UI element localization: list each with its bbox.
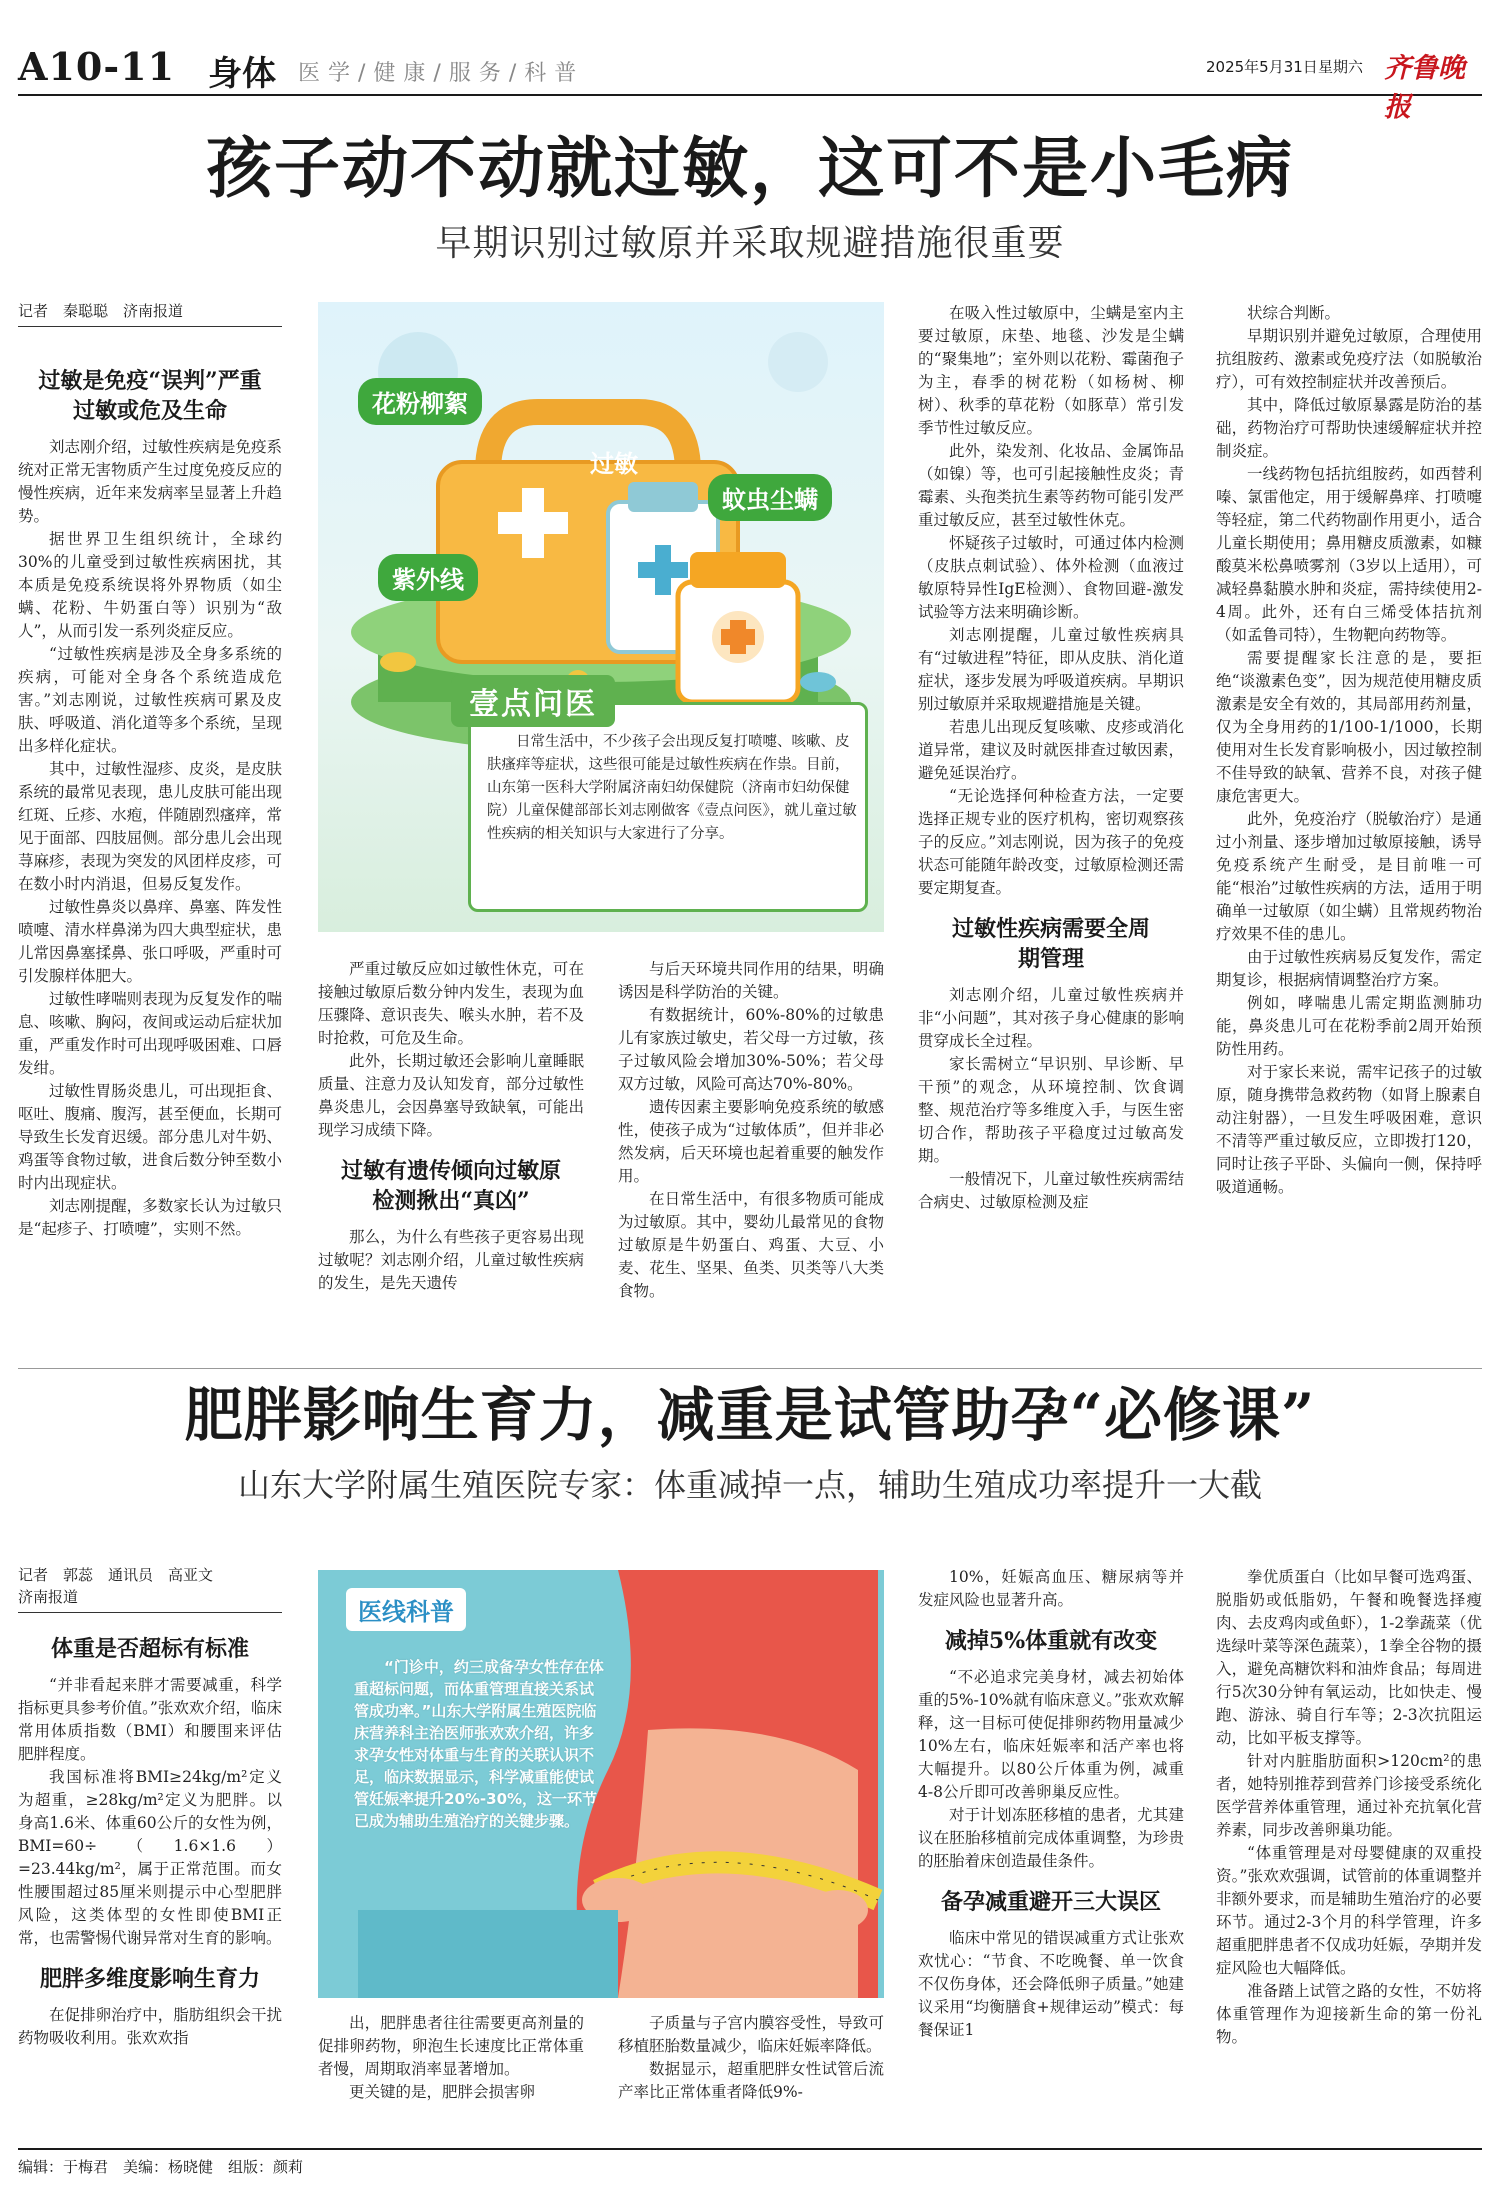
paragraph: 刘志刚介绍，儿童过敏性疾病并非“小问题”，其对孩子身心健康的影响贯穿成长全过程。 (918, 986, 1184, 1050)
label-pollen: 花粉柳絮 (358, 378, 482, 425)
paragraph: 在促排卵治疗中，脂肪组织会干扰药物吸收利用。张欢欢指 (18, 2006, 282, 2047)
article2-column-5 (1216, 1566, 1482, 2120)
yixian-kepu-logo (346, 1588, 466, 1631)
paragraph: 刘志刚提醒，多数家长认为过敏只是“起疹子、打喷嚏”，实则不然。 (18, 1197, 282, 1238)
paragraph: 由于过敏性疾病易反复发作，需定期复诊，根据病情调整治疗方案。 (1216, 948, 1482, 989)
article2-byline-reporters: 记者 郭蕊 通讯员 高亚文 (18, 1566, 214, 1584)
paragraph: 怀疑孩子过敏时，可通过体内检测（皮肤点刺试验）、体外检测（血液过敏原特异性IgE检测）、食物回避-激发试验等方法来明确诊断。 (918, 534, 1184, 621)
paper-logo: 齐鲁晚报 (1384, 53, 1465, 123)
article2-column-3 (618, 2012, 884, 2120)
paragraph: 那么，为什么有些孩子更容易出现过敏呢？刘志刚介绍，儿童过敏性疾病的发生，是先天遗传 (318, 1228, 584, 1292)
paragraph: 准备踏上试管之路的女性，不妨将体重管理作为迎接新生命的第一份礼物。 (1216, 1982, 1482, 2046)
yidian-wenyi-title: 壹点问医 (451, 675, 615, 727)
paragraph: “过敏性疾病是涉及全身多系统的疾病，可能对全身各个系统造成危害。”刘志刚说，过敏性疾病可累及皮肤、呼吸道、消化道等多个系统，呈现出多样化症状。 (18, 645, 282, 755)
weight-quote-text: “门诊中，约三成备孕女性存在体重超标问题，而体重管理直接关系试管成功率。”山东大学附属生殖医院临床营养科主治医师张欢欢介绍，许多求孕女性对体重与生育的关联认识不足，临床数据显示，科学减重能使试管妊娠率提升20%-30%，这一环节已成为辅助生殖治疗的关键步骤。 (354, 1658, 604, 1830)
article2-subhead-3: 减掉5%体重就有改变 (944, 1628, 1158, 1654)
paragraph: 过敏性鼻炎以鼻痒、鼻塞、阵发性喷嚏、清水样鼻涕为四大典型症状，患儿常因鼻塞揉鼻、张口呼吸，严重时可引发腺样体肥大。 (18, 898, 282, 985)
label-dust-mite: 蚊虫尘螨 (708, 474, 832, 521)
allergy-illustration (318, 302, 884, 932)
page-number: A10-11 (18, 44, 176, 89)
article1-subhead-3: 过敏性疾病需要全周期管理 (951, 916, 1150, 972)
article2-column-4 (918, 1566, 1184, 2120)
article2-byline-place: 济南报道 (18, 1588, 79, 1606)
paragraph: 严重过敏反应如过敏性休克，可在接触过敏原后数分钟内发生，表现为血压骤降、意识丧失、喉头水肿，若不及时抢救，可危及生命。 (318, 960, 584, 1047)
article1-subheadline: 早期识别过敏原并采取规避措施很重要 (435, 223, 1065, 264)
paragraph: 针对内脏脂肪面积>120cm²的患者，她特别推荐到营养门诊接受系统化医学营养体重管理，通过补充抗氧化营养素，同步改善卵巢功能。 (1216, 1752, 1482, 1839)
paragraph: 对于家长来说，需牢记孩子的过敏原，随身携带急救药物（如肾上腺素自动注射器），一旦发生呼吸困难，意识不清等严重过敏反应，立即拨打120，同时让孩子平卧、头偏向一侧，保持呼吸道通畅。 (1216, 1063, 1482, 1196)
article2-subheadline: 山东大学附属生殖医院专家：体重减掉一点，辅助生殖成功率提升一大截 (237, 1466, 1262, 1504)
paragraph: 遗传因素主要影响免疫系统的敏感性，使孩子成为“过敏体质”，但并非必然发病，后天环境也起着重要的触发作用。 (618, 1098, 884, 1185)
paragraph: 一线药物包括抗组胺药，如西替利嗪、氯雷他定，用于缓解鼻痒、打喷嚏等轻症，第二代药物副作用更小，适合儿童长期使用；鼻用糖皮质激素，如糠酸莫米松鼻喷雾剂（3岁以上适用），可减轻鼻黏膜水肿和炎症，需持续使用2-4周。此外，还有白三烯受体拮抗剂（如孟鲁司特），生物靶向药物等。 (1216, 465, 1482, 644)
masthead (18, 40, 1482, 123)
paragraph: 其中，过敏性湿疹、皮炎，是皮肤系统的最常见表现，患儿皮肤可能出现红斑、丘疹、水疱，伴随剧烈瘙痒，常见于面部、四肢屈侧。部分患儿会出现荨麻疹，表现为突发的风团样皮疹，可在数小时内消退，但易反复发作。 (18, 760, 282, 893)
paragraph: 有数据统计，60%-80%的过敏患儿有家族过敏史，若父母一方过敏，孩子过敏风险会增加30%-50%；若父母双方过敏，风险可高达70%-80%。 (618, 1006, 884, 1093)
article2-subhead-2: 肥胖多维度影响生育力 (39, 1966, 260, 1992)
paragraph: 家长需树立“早识别、早诊断、早干预”的观念，从环境控制、饮食调整、规范治疗等多维度入手，与医生密切合作，帮助孩子平稳度过过敏高发期。 (918, 1055, 1184, 1165)
footer-credits: 编辑：于梅君 美编：杨晓健 组版：颜莉 (18, 2158, 304, 2176)
paragraph: 子质量与子宫内膜容受性，导致可移植胚胎数量减少，临床妊娠率降低。 (618, 2014, 884, 2055)
paragraph: 更关键的是，肥胖会损害卵 (349, 2083, 536, 2101)
paragraph: 若患儿出现反复咳嗽、皮疹或消化道异常，建议及时就医排查过敏因素，避免延误治疗。 (918, 718, 1184, 782)
paragraph: 我国标准将BMI≥24kg/m²定义为超重，≥28kg/m²定义为肥胖。以身高1.6米、体重60公斤的女性为例，BMI=60÷（1.6×1.6）=23.44kg/m²，属于正常范围。而女性腰围超过85厘米则提示中心型肥胖风险，这类体型的女性即使BMI正常，也需警惕代谢异常对生育的影响。 (18, 1768, 282, 1947)
label-allergy: 过敏 (590, 450, 638, 478)
article2-column-1 (18, 1620, 282, 2120)
paragraph: 数据显示，超重肥胖女性试管后流产率比正常体重者降低9%- (618, 2060, 884, 2101)
paragraph: 刘志刚介绍，过敏性疾病是免疫系统对正常无害物质产生过度免疫反应的慢性疾病，近年来发病率呈显著上升趋势。 (18, 438, 282, 525)
footer-bar (18, 2148, 1482, 2177)
paragraph: 10%，妊娠高血压、糖尿病等并发症风险也显著升高。 (918, 1568, 1184, 1609)
paragraph: 据世界卫生组织统计，全球约30%的儿童受到过敏性疾病困扰，其本质是免疫系统误将外界物质（如尘螨、花粉、牛奶蛋白等）识别为“敌人”，从而引发一系列炎症反应。 (18, 530, 282, 640)
article1-subhead-1: 过敏是免疫“误判”严重过敏或危及生命 (38, 368, 262, 424)
paragraph: 过敏性哮喘则表现为反复发作的喘息、咳嗽、胸闷，夜间或运动后症状加重，严重发作时可出现呼吸困难、口唇发绀。 (18, 990, 282, 1077)
paragraph: 与后天环境共同作用的结果，明确诱因是科学防治的关键。 (618, 960, 884, 1001)
paragraph: 出，肥胖患者往往需要更高剂量的促排卵药物，卵泡生长速度比正常体重者慢，周期取消率显著增加。 (318, 2014, 584, 2078)
label-uv: 紫外线 (378, 554, 478, 601)
article2-headline: 肥胖影响生育力，减重是试管助孕“必修课” (18, 1368, 1482, 1453)
paragraph: “无论选择何种检查方法，一定要选择正规专业的医疗机构，密切观察孩子的反应。”刘志刚说，因为孩子的免疫状态可能随年龄改变，过敏原检测还需要定期复查。 (918, 787, 1184, 897)
paragraph: 在日常生活中，有很多物质可能成为过敏原。其中，婴幼儿最常见的食物过敏原是牛奶蛋白、鸡蛋、大豆、小麦、花生、坚果、鱼类、贝类等八大类食物。 (618, 1190, 884, 1300)
paragraph: 其中，降低过敏原暴露是防治的基础，药物治疗可帮助快速缓解症状并控制炎症。 (1216, 396, 1482, 460)
weight-illustration (318, 1570, 884, 1998)
article2-column-2 (318, 2012, 584, 2120)
paragraph: 刘志刚提醒，儿童过敏性疾病具有“过敏进程”特征，即从皮肤、消化道症状，逐步发展为呼吸道疾病。早期识别过敏原并采取规避措施是关键。 (918, 626, 1184, 713)
paragraph: “体重管理是对母婴健康的双重投资。”张欢欢强调，试管前的体重调整并非额外要求，而是辅助生殖治疗的必要环节。通过2-3个月的科学管理，许多超重肥胖患者不仅成功妊娠，孕期并发症风险也大幅降低。 (1216, 1844, 1482, 1977)
paragraph: 此外，长期过敏还会影响儿童睡眠质量、注意力及认知发育，部分过敏性鼻炎患儿，会因鼻塞导致缺氧，可能出现学习成绩下降。 (318, 1052, 584, 1139)
article1-column-1 (18, 338, 282, 1338)
article1-subhead-2: 过敏有遗传倾向过敏原检测揪出“真凶” (340, 1158, 561, 1214)
paragraph: 在吸入性过敏原中，尘螨是室内主要过敏原，床垫、地毯、沙发是尘螨的“聚集地”；室外则以花粉、霉菌孢子为主，春季的树花粉（如杨树、柳树）、秋季的草花粉（如豚草）常引发季节性过敏反应。 (918, 304, 1184, 437)
article1-column-4 (918, 302, 1184, 1338)
article1-column-5 (1216, 302, 1482, 1338)
paragraph: “并非看起来胖才需要减重，科学指标更具参考价值。”张欢欢介绍，临床常用体质指数（BMI）和腰围来评估肥胖程度。 (18, 1676, 282, 1763)
paragraph: 此外，免疫治疗（脱敏治疗）是通过小剂量、逐步增加过敏原接触，诱导免疫系统产生耐受，是目前唯一可能“根治”过敏性疾病的方法，适用于明确单一过敏原（如尘螨）且常规药物治疗效果不佳的患儿。 (1216, 810, 1482, 943)
section-tags: 医学/健康/服务/科普 (298, 61, 585, 86)
paragraph: 早期识别并避免过敏原，合理使用抗组胺药、激素或免疫疗法（如脱敏治疗），可有效控制症状并改善预后。 (1216, 327, 1482, 391)
paragraph: 此外，染发剂、化妆品、金属饰品（如镍）等，也可引起接触性皮炎；青霉素、头孢类抗生素等药物可能引发严重过敏反应，甚至过敏性休克。 (918, 442, 1184, 529)
issue-weekday: 星期六 (1318, 58, 1364, 76)
article1-column-3 (618, 958, 884, 1338)
article1-column-2 (318, 958, 584, 1338)
issue-date: 2025年5月31日 (1206, 58, 1318, 76)
article1-byline: 记者 秦聪聪 济南报道 (18, 300, 282, 327)
paragraph: 需要提醒家长注意的是，要拒绝“谈激素色变”，因为规范使用糖皮质激素是安全有效的，其局部用药剂量，仅为全身用药的1/100-1/1000，长期使用对生长发育影响极小，因过敏控制不佳导致的缺氧、营养不良，对孩子健康危害更大。 (1216, 649, 1482, 805)
article2-byline (18, 1564, 282, 1613)
section-name: 身体 (208, 54, 276, 94)
article2-subhead-4: 备孕减重避开三大误区 (940, 1889, 1161, 1915)
paragraph: 例如，哮喘患儿需定期监测肺功能，鼻炎患儿可在花粉季前2周开始预防性用药。 (1216, 994, 1482, 1058)
paragraph: 一般情况下，儿童过敏性疾病需结合病史、过敏原检测及症 (918, 1170, 1184, 1211)
paragraph: 临床中常见的错误减重方式让张欢欢忧心：“节食、不吃晚餐、单一饮食不仅伤身体，还会降低卵子质量。”她建议采用“均衡膳食+规律运动”模式：每餐保证1 (918, 1929, 1184, 2039)
yidian-wenyi-box (468, 687, 868, 912)
paragraph: 过敏性胃肠炎患儿，可出现拒食、呕吐、腹痛、腹泻，甚至便血，长期可导致生长发育迟缓。部分患儿对牛奶、鸡蛋等食物过敏，进食后数分钟至数小时内出现症状。 (18, 1082, 282, 1192)
paragraph: 拳优质蛋白（比如早餐可选鸡蛋、脱脂奶或低脂奶，午餐和晚餐选择瘦肉、去皮鸡肉或鱼虾），1-2拳蔬菜（优选绿叶菜等深色蔬菜），1拳全谷物的摄入，避免高糖饮料和油炸食品；每周进行5次30分钟有氧运动，比如快走、慢跑、游泳、骑自行车等；2-3次抗阻运动，比如平板支撑等。 (1216, 1568, 1482, 1747)
paragraph: “不必追求完美身材，减去初始体重的5%-10%就有临床意义。”张欢欢解释，这一目标可使促排卵药物用量减少10%左右，临床妊娠率和活产率也将大幅提升。以80公斤体重为例，减重4-8公斤即可改善卵巢反应性。 (918, 1668, 1184, 1801)
paragraph: 状综合判断。 (1247, 304, 1341, 322)
paragraph: 对于计划冻胚移植的患者，尤其建议在胚胎移植前完成体重调整，为珍贵的胚胎着床创造最佳条件。 (918, 1806, 1184, 1870)
yixian-kepu-text: 医线科普 (358, 1598, 454, 1626)
article2-subhead-1: 体重是否超标有标准 (50, 1636, 249, 1662)
article1-headline: 孩子动不动就过敏，这可不是小毛病 (206, 129, 1294, 207)
yidian-wenyi-text: 日常生活中，不少孩子会出现反复打喷嚏、咳嗽、皮肤瘙痒等症状，这些很可能是过敏性疾病在作祟。目前，山东第一医科大学附属济南妇幼保健院（济南市妇幼保健院）儿童保健部部长刘志刚做客《壹点问医》，就儿童过敏性疾病的相关知识与大家进行了分享。 (487, 734, 857, 842)
